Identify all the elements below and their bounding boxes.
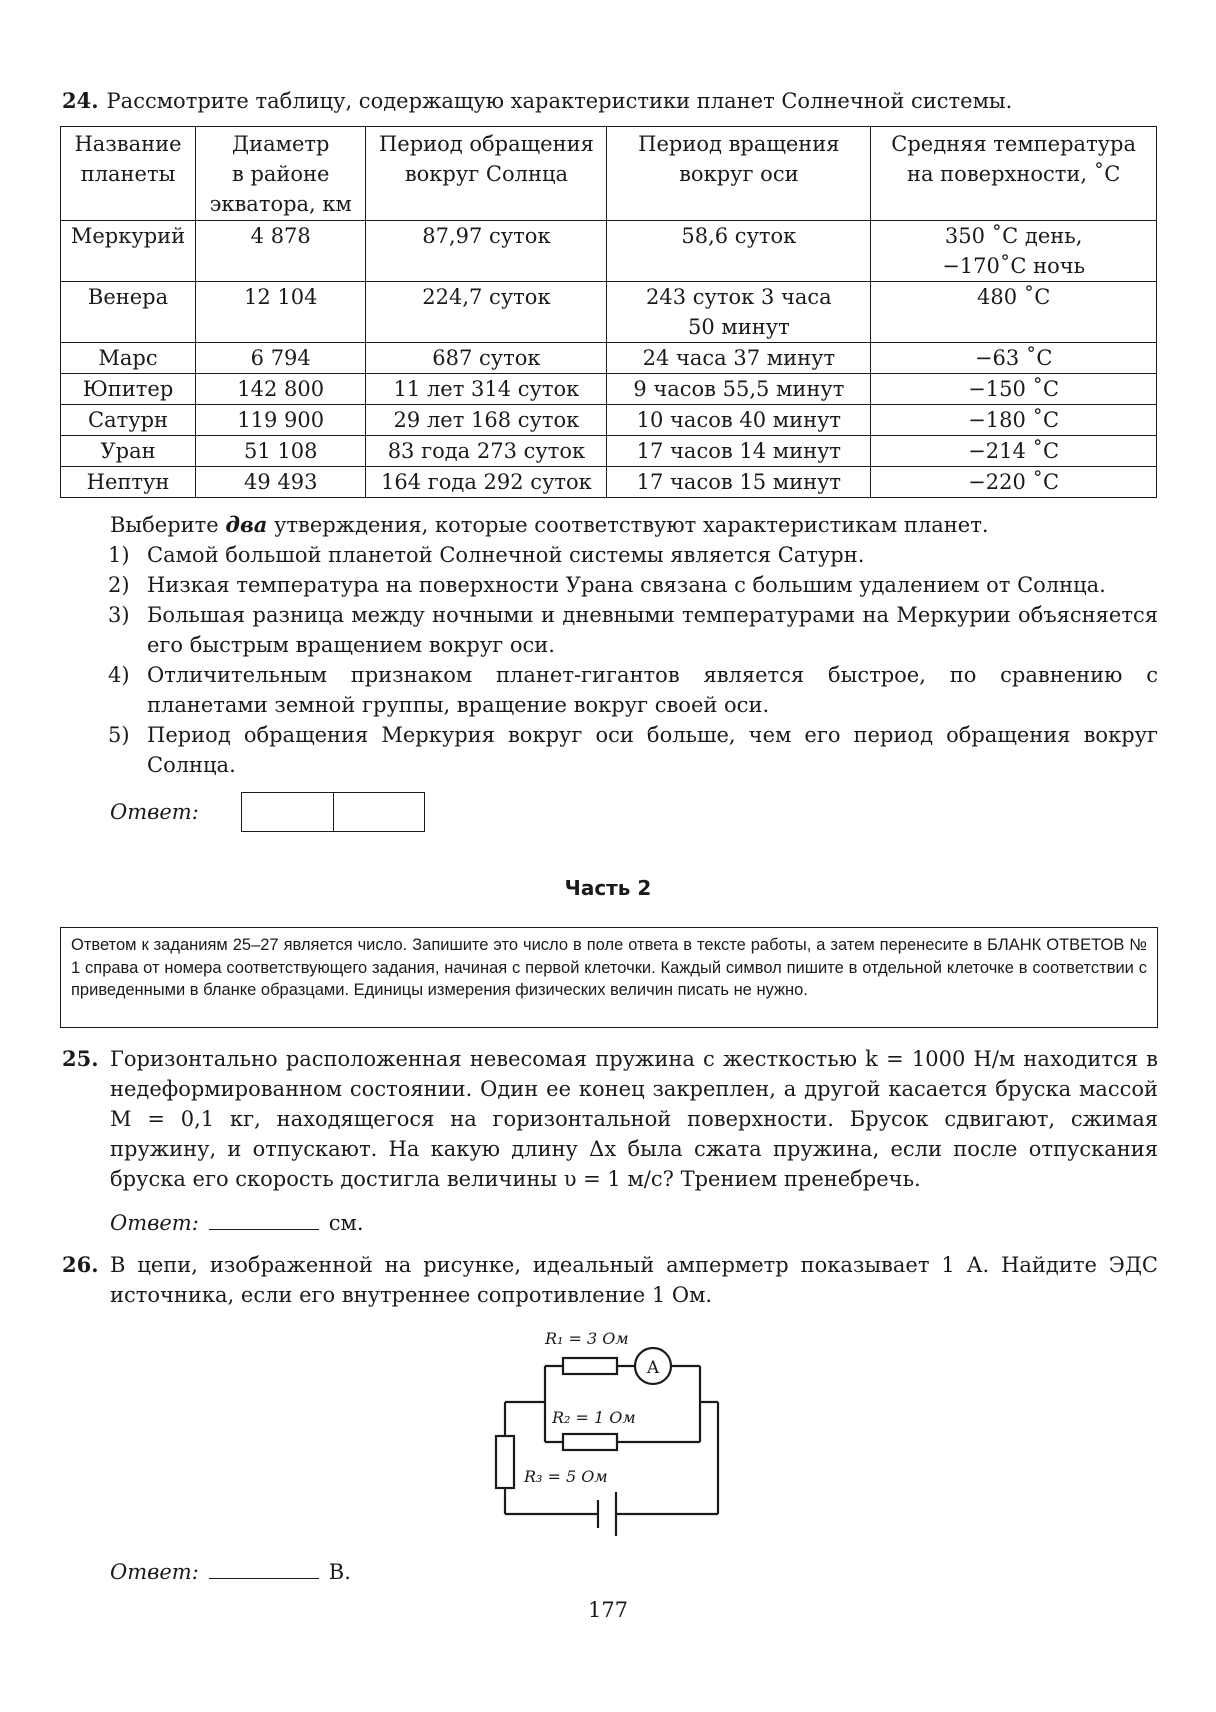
planets-table xyxy=(60,126,1157,498)
planet-diameter: 4 878 xyxy=(196,221,366,282)
planet-rotation: 10 часов 40 минут xyxy=(607,405,871,436)
planet-orbit: 11 лет 314 суток xyxy=(366,374,607,405)
planet-rotation: 17 часов 15 минут xyxy=(607,467,871,498)
planet-rotation: 24 часа 37 минут xyxy=(607,343,871,374)
planet-orbit: 29 лет 168 суток xyxy=(366,405,607,436)
planet-diameter: 119 900 xyxy=(196,405,366,436)
table-header-row xyxy=(61,127,1157,221)
choose-instruction: Выберите два утверждения, которые соответствуют характеристикам планет. xyxy=(110,512,989,537)
planet-rotation: 9 часов 55,5 минут xyxy=(607,374,871,405)
planet-orbit: 83 года 273 суток xyxy=(366,436,607,467)
answer-blank[interactable] xyxy=(209,1209,319,1230)
table-row xyxy=(61,467,1157,498)
answer-cell[interactable] xyxy=(242,793,333,831)
answer-26: Ответ: В. xyxy=(110,1560,351,1584)
planet-diameter: 142 800 xyxy=(196,374,366,405)
task-text: В цепи, изображенной на рисунке, идеальный амперметр показывает 1 А. Найдите ЭДС источника, если его внутреннее сопротивление 1 Ом. xyxy=(110,1253,1158,1307)
list-item: 4) Отличительным признаком планет-гигантов является быстрое, по сравнению с планетами земной группы, вращение вокруг своей оси. xyxy=(108,663,1158,717)
planet-name: Уран xyxy=(61,436,196,467)
answer-25: Ответ: см. xyxy=(110,1211,364,1235)
planet-temp: 350 ˚С день, −170˚С ночь xyxy=(871,221,1157,282)
table-row xyxy=(61,343,1157,374)
r2-label: R₂ = 1 Ом xyxy=(552,1408,636,1427)
task-number: 24. xyxy=(62,88,99,113)
list-item: 2) Низкая температура на поверхности Урана связана с большим удалением от Солнца. xyxy=(108,573,1106,597)
ammeter-label: A xyxy=(646,1358,660,1378)
header-rotation-period: Период вращения вокруг оси xyxy=(607,127,871,221)
statement-options xyxy=(108,540,1158,780)
planet-name: Марс xyxy=(61,343,196,374)
planet-orbit: 224,7 суток xyxy=(366,282,607,343)
task-26 xyxy=(62,1250,1158,1310)
answer-cell[interactable] xyxy=(333,793,425,831)
header-name: Название планеты xyxy=(61,127,196,221)
table-row xyxy=(61,282,1157,343)
answer-blank[interactable] xyxy=(209,1558,319,1579)
list-item: 5) Период обращения Меркурия вокруг оси больше, чем его период обращения вокруг Солнца. xyxy=(108,723,1158,777)
planet-rotation: 17 часов 14 минут xyxy=(607,436,871,467)
planet-name: Венера xyxy=(61,282,196,343)
list-item: 1) Самой большой планетой Солнечной системы является Сатурн. xyxy=(108,543,865,567)
planet-name: Нептун xyxy=(61,467,196,498)
instructions-box: Ответом к заданиям 25–27 является число. Запишите это число в поле ответа в тексте работы, а затем перенесите в БЛАНК ОТВЕТОВ № 1 справа от номера соответствующего задания, начиная с первой клеточки. Каждый символ пишите в отдельной клеточке в соответствии с приведенными в бланке образцами. Единицы измерения физических величин писать не нужно. xyxy=(60,927,1158,1028)
planet-diameter: 12 104 xyxy=(196,282,366,343)
table-row xyxy=(61,374,1157,405)
task-25 xyxy=(62,1044,1158,1194)
planet-temp: −63 ˚С xyxy=(871,343,1157,374)
planet-temp: −214 ˚С xyxy=(871,436,1157,467)
r1-label: R₁ = 3 Ом xyxy=(545,1329,629,1348)
answer-boxes-24[interactable] xyxy=(241,792,425,832)
planet-name: Сатурн xyxy=(61,405,196,436)
planet-temp: −180 ˚С xyxy=(871,405,1157,436)
header-orbit-period: Период обращения вокруг Солнца xyxy=(366,127,607,221)
planet-orbit: 87,97 суток xyxy=(366,221,607,282)
planet-rotation: 58,6 суток xyxy=(607,221,871,282)
planet-temp: 480 ˚С xyxy=(871,282,1157,343)
planet-name: Меркурий xyxy=(61,221,196,282)
header-temperature: Средняя температура на поверхности, ˚С xyxy=(871,127,1157,221)
page-number: 177 xyxy=(587,1598,629,1622)
circuit-diagram xyxy=(490,1322,730,1542)
planet-name: Юпитер xyxy=(61,374,196,405)
emphasis-two: два xyxy=(225,512,268,537)
task-24-title xyxy=(62,88,1012,113)
answer-label-24: Ответ: xyxy=(110,800,199,824)
task-number: 25. xyxy=(62,1046,99,1071)
table-row xyxy=(61,221,1157,282)
r3-label: R₃ = 5 Ом xyxy=(524,1467,608,1486)
table-row xyxy=(61,436,1157,467)
list-item: 3) Большая разница между ночными и дневными температурами на Меркурии объясняется его быстрым вращением вокруг оси. xyxy=(108,603,1158,657)
header-diameter: Диаметр в районе экватора, км xyxy=(196,127,366,221)
planet-diameter: 49 493 xyxy=(196,467,366,498)
planet-diameter: 51 108 xyxy=(196,436,366,467)
planet-diameter: 6 794 xyxy=(196,343,366,374)
planet-temp: −150 ˚С xyxy=(871,374,1157,405)
part-title: Часть 2 xyxy=(564,876,652,900)
planet-orbit: 164 года 292 суток xyxy=(366,467,607,498)
task-text: Горизонтально расположенная невесомая пружина с жесткостью k = 1000 Н/м находится в недеформированном состоянии. Один ее конец закреплен, а другой касается бруска массой M = 0,1 кг, находящегося на горизонтальной поверхности. Брусок сдвигают, сжимая пружину, и отпускают. На какую длину Δx была сжата пружина, если после отпускания бруска его скорость достигла величины υ = 1 м/с? Трением пренебречь. xyxy=(110,1047,1158,1191)
planet-rotation: 243 суток 3 часа 50 минут xyxy=(607,282,871,343)
planet-temp: −220 ˚С xyxy=(871,467,1157,498)
table-row xyxy=(61,405,1157,436)
task-number: 26. xyxy=(62,1252,99,1277)
planet-orbit: 687 суток xyxy=(366,343,607,374)
task-prompt: Рассмотрите таблицу, содержащую характеристики планет Солнечной системы. xyxy=(106,89,1013,113)
